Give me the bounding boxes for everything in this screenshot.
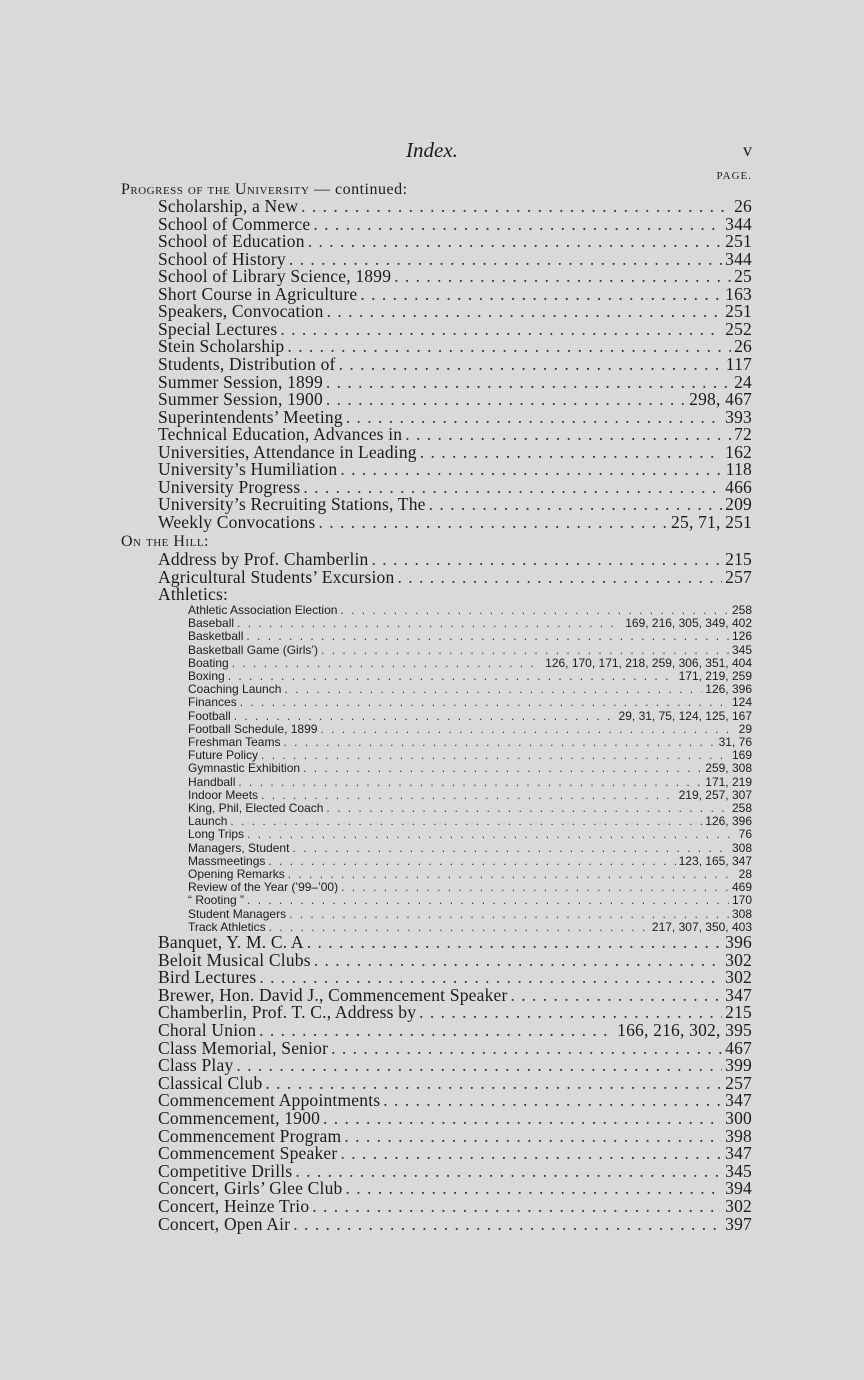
entry-page-number: 397 xyxy=(725,1213,752,1234)
dot-leader xyxy=(288,867,736,881)
dot-leader xyxy=(341,880,729,894)
index-entry xyxy=(188,788,752,802)
entry-title: Freshman Teams xyxy=(188,735,281,749)
entry-page-number: 302 xyxy=(725,949,752,970)
entry-title: Students, Distribution of xyxy=(158,353,336,374)
entry-title: School of Commerce xyxy=(158,213,311,234)
index-entry xyxy=(188,709,752,723)
entry-title: Long Trips xyxy=(188,827,245,842)
entry-page-number: 163 xyxy=(725,283,752,304)
entry-page-number: 308 xyxy=(731,840,752,855)
index-entry xyxy=(188,643,752,657)
entry-page-number: 302 xyxy=(725,967,752,988)
dot-leader xyxy=(268,854,675,868)
entry-title: Commencement, 1900 xyxy=(158,1108,321,1128)
entry-page-number: 258 xyxy=(731,603,752,617)
entry-page-number: 345 xyxy=(731,642,752,657)
entry-title: Universities, Attendance in Leading xyxy=(158,441,417,462)
entry-page-number: 123, 165, 347 xyxy=(678,853,752,868)
entry-page-number: 300 xyxy=(725,1108,752,1128)
entry-page-number: 72 xyxy=(734,424,752,445)
index-entry xyxy=(188,735,752,749)
index-entry xyxy=(188,761,752,775)
section-heading-suffix: — continued: xyxy=(309,181,408,198)
dot-leader xyxy=(261,748,729,762)
entry-title: Future Policy xyxy=(188,748,259,763)
entry-title: Address by Prof. Chamberlin xyxy=(158,549,369,569)
entry-title: Review of the Year (’99–’00) xyxy=(188,880,339,895)
section-heading-text: Progress of the University xyxy=(121,181,310,198)
index-entry xyxy=(188,907,752,921)
entry-page-number: 308 xyxy=(731,906,752,921)
entry-page-number: 25, 71, 251 xyxy=(671,511,752,532)
entry-title: Classical Club xyxy=(158,1072,263,1093)
entry-title: Gymnastic Exhibition xyxy=(188,761,301,776)
entry-title: Summer Session, 1900 xyxy=(158,389,323,410)
entry-title: Basketball Game (Girls’) xyxy=(188,642,319,657)
index-entry xyxy=(158,512,752,533)
entry-title: Banquet, Y. M. C. A xyxy=(158,932,304,952)
entry-title: “ Rooting ” xyxy=(188,893,245,908)
index-entry xyxy=(188,827,752,841)
entry-title: Speakers, Convocation xyxy=(158,301,324,322)
entry-page-number: 28 xyxy=(738,867,752,881)
entry-page-number: 257 xyxy=(725,1072,752,1093)
entry-page-number: 117 xyxy=(725,353,752,374)
entry-title: Technical Education, Advances in xyxy=(158,424,403,445)
entry-page-number: 398 xyxy=(725,1125,752,1146)
index-entry xyxy=(188,801,752,815)
entry-page-number: 169, 216, 305, 349, 402 xyxy=(625,616,752,631)
dot-leader xyxy=(284,682,702,696)
entry-title: Class Play xyxy=(158,1055,234,1076)
dot-leader xyxy=(292,841,729,855)
entry-page-number: 259, 308 xyxy=(705,761,752,776)
entry-page-number: 29 xyxy=(738,721,752,736)
dot-leader xyxy=(228,669,676,683)
entry-title: University Progress xyxy=(158,476,301,497)
entry-page-number: 469 xyxy=(731,880,752,895)
athletics-heading: Athletics: xyxy=(158,584,229,604)
entry-title: School of Education xyxy=(158,231,305,252)
entry-page-number: 347 xyxy=(725,1143,752,1164)
entry-page-number: 467 xyxy=(725,1037,752,1058)
entry-title: Bird Lectures xyxy=(158,967,257,988)
entry-title: Class Memorial, Senior xyxy=(158,1037,329,1058)
entry-page-number: 251 xyxy=(725,301,752,322)
entry-title: Agricultural Students’ Excursion xyxy=(158,567,395,587)
index-entry xyxy=(188,880,752,894)
entry-title: Football Schedule, 1899 xyxy=(188,721,318,736)
dot-leader xyxy=(247,827,736,841)
index-entry xyxy=(188,841,752,855)
dot-leader xyxy=(230,814,702,828)
dot-leader xyxy=(340,603,729,617)
entry-title: Launch xyxy=(188,814,228,829)
entry-page-number: 29, 31, 75, 124, 125, 167 xyxy=(618,708,752,723)
entry-title: Beloit Musical Clubs xyxy=(158,949,311,970)
entry-title: Choral Union xyxy=(158,1020,257,1040)
entry-title: Basketball xyxy=(188,629,244,644)
entry-title: Competitive Drills xyxy=(158,1160,293,1181)
index-entry xyxy=(188,682,752,696)
entry-page-number: 258 xyxy=(731,801,752,815)
entry-title: Opening Remarks xyxy=(188,867,285,881)
entry-page-number: 344 xyxy=(725,248,752,269)
section-heading-text: On the Hill: xyxy=(121,533,209,550)
entry-title: Concert, Open Air xyxy=(158,1213,291,1234)
entry-page-number: 126, 396 xyxy=(705,814,752,829)
entry-title: University’s Humiliation xyxy=(158,459,338,480)
entry-page-number: 25 xyxy=(734,266,752,287)
page-number: v xyxy=(743,140,752,160)
index-entry xyxy=(188,629,752,643)
entry-title: School of History xyxy=(158,248,286,269)
entry-page-number: 169 xyxy=(731,748,752,763)
entry-title: School of Library Science, 1899 xyxy=(158,266,392,287)
entry-title: Boating xyxy=(188,655,229,670)
entry-page-number: 215 xyxy=(725,1002,752,1023)
index-entry xyxy=(188,603,752,617)
entry-title: King, Phil, Elected Coach xyxy=(188,801,324,815)
index-entry xyxy=(188,722,752,736)
entry-title: Superintendents’ Meeting xyxy=(158,406,343,427)
dot-leader xyxy=(321,643,729,657)
entry-title: Athletic Association Election xyxy=(188,603,338,617)
dot-leader xyxy=(247,893,729,907)
dot-leader xyxy=(246,629,729,643)
index-entry xyxy=(188,814,752,828)
entry-title: Track Athletics xyxy=(188,919,266,934)
entry-page-number: 209 xyxy=(725,494,752,515)
entry-title: Finances xyxy=(188,695,237,710)
entry-title: Coaching Launch xyxy=(188,682,282,697)
entry-title: Commencement Appointments xyxy=(158,1090,381,1111)
entry-title: Brewer, Hon. David J., Commencement Speaker xyxy=(158,984,508,1005)
entry-title: Massmeetings xyxy=(188,853,266,868)
index-entry xyxy=(188,867,752,881)
entry-page-number: 345 xyxy=(725,1160,752,1181)
dot-leader xyxy=(237,616,622,630)
dot-leader xyxy=(232,656,542,670)
index-entry xyxy=(188,616,752,630)
entry-title: Concert, Girls’ Glee Club xyxy=(158,1178,343,1199)
entry-page-number: 26 xyxy=(734,196,752,216)
dot-leader xyxy=(234,709,616,723)
entry-page-number: 252 xyxy=(725,318,752,339)
entry-page-number: 347 xyxy=(725,1090,752,1111)
entry-title: Boxing xyxy=(188,669,225,683)
index-entry xyxy=(188,695,752,709)
dot-leader xyxy=(261,788,676,802)
index-entry xyxy=(188,854,752,868)
entry-page-number: 466 xyxy=(725,476,752,497)
entry-page-number: 162 xyxy=(725,441,752,462)
entry-title: Commencement Program xyxy=(158,1125,342,1146)
index-entry xyxy=(188,775,752,789)
entry-title: Weekly Convocations xyxy=(158,511,316,532)
entry-title: Baseball xyxy=(188,616,235,631)
entry-page-number: 24 xyxy=(734,371,752,392)
index-entry xyxy=(188,748,752,762)
dot-leader xyxy=(320,722,735,736)
entry-page-number: 126 xyxy=(731,629,752,644)
entry-page-number: 124 xyxy=(731,695,752,710)
entry-page-number: 344 xyxy=(725,213,752,234)
entry-page-number: 217, 307, 350, 403 xyxy=(651,919,752,934)
dot-leader xyxy=(283,735,715,749)
page-title: Index. xyxy=(406,138,458,162)
entry-page-number: 219, 257, 307 xyxy=(678,787,752,802)
dot-leader xyxy=(238,775,702,789)
entry-title: Handball xyxy=(188,774,236,789)
entry-title: Special Lectures xyxy=(158,318,278,339)
dot-leader xyxy=(303,761,702,775)
index-entry xyxy=(158,1214,752,1235)
entry-page-number: 393 xyxy=(725,406,752,427)
entry-title: Scholarship, a New xyxy=(158,196,299,216)
entry-title: Chamberlin, Prof. T. C., Address by xyxy=(158,1002,417,1023)
entry-page-number: 170 xyxy=(731,893,752,908)
entry-page-number: 302 xyxy=(725,1196,752,1216)
entry-page-number: 166, 216, 302, 395 xyxy=(617,1020,752,1040)
entry-page-number: 171, 219, 259 xyxy=(678,669,752,683)
dot-leader xyxy=(318,512,668,533)
entry-page-number: 396 xyxy=(725,932,752,952)
entry-page-number: 347 xyxy=(725,984,752,1005)
entry-title: Summer Session, 1899 xyxy=(158,371,323,392)
entry-page-number: 31, 76 xyxy=(718,735,752,749)
entry-title: Concert, Heinze Trio xyxy=(158,1196,310,1216)
entry-page-number: 298, 467 xyxy=(689,389,752,410)
entry-page-number: 118 xyxy=(725,459,752,480)
entry-page-number: 394 xyxy=(725,1178,752,1199)
page-column-label: PAGE. xyxy=(716,170,752,182)
dot-leader xyxy=(289,907,729,921)
entry-page-number: 126, 396 xyxy=(705,682,752,697)
entry-page-number: 251 xyxy=(725,231,752,252)
entry-page-number: 26 xyxy=(734,336,752,357)
entry-title: Short Course in Agriculture xyxy=(158,283,358,304)
entry-page-number: 171, 219 xyxy=(705,774,752,789)
entry-title: University’s Recruiting Stations, The xyxy=(158,494,426,515)
dot-leader xyxy=(240,695,729,709)
entry-title: Indoor Meets xyxy=(188,787,259,802)
index-entry xyxy=(188,669,752,683)
index-entry xyxy=(188,893,752,907)
entry-page-number: 215 xyxy=(725,549,752,569)
entry-page-number: 399 xyxy=(725,1055,752,1076)
index-entry xyxy=(188,656,752,670)
entry-page-number: 76 xyxy=(738,827,752,842)
dot-leader xyxy=(326,801,729,815)
entry-title: Managers, Student xyxy=(188,840,290,855)
dot-leader xyxy=(293,1214,722,1235)
entry-title: Commencement Speaker xyxy=(158,1143,338,1164)
entry-title: Stein Scholarship xyxy=(158,336,285,357)
entry-page-number: 257 xyxy=(725,567,752,587)
entry-title: Football xyxy=(188,708,231,723)
entry-page-number: 126, 170, 171, 218, 259, 306, 351, 404 xyxy=(545,655,752,670)
entry-title: Student Managers xyxy=(188,906,287,921)
